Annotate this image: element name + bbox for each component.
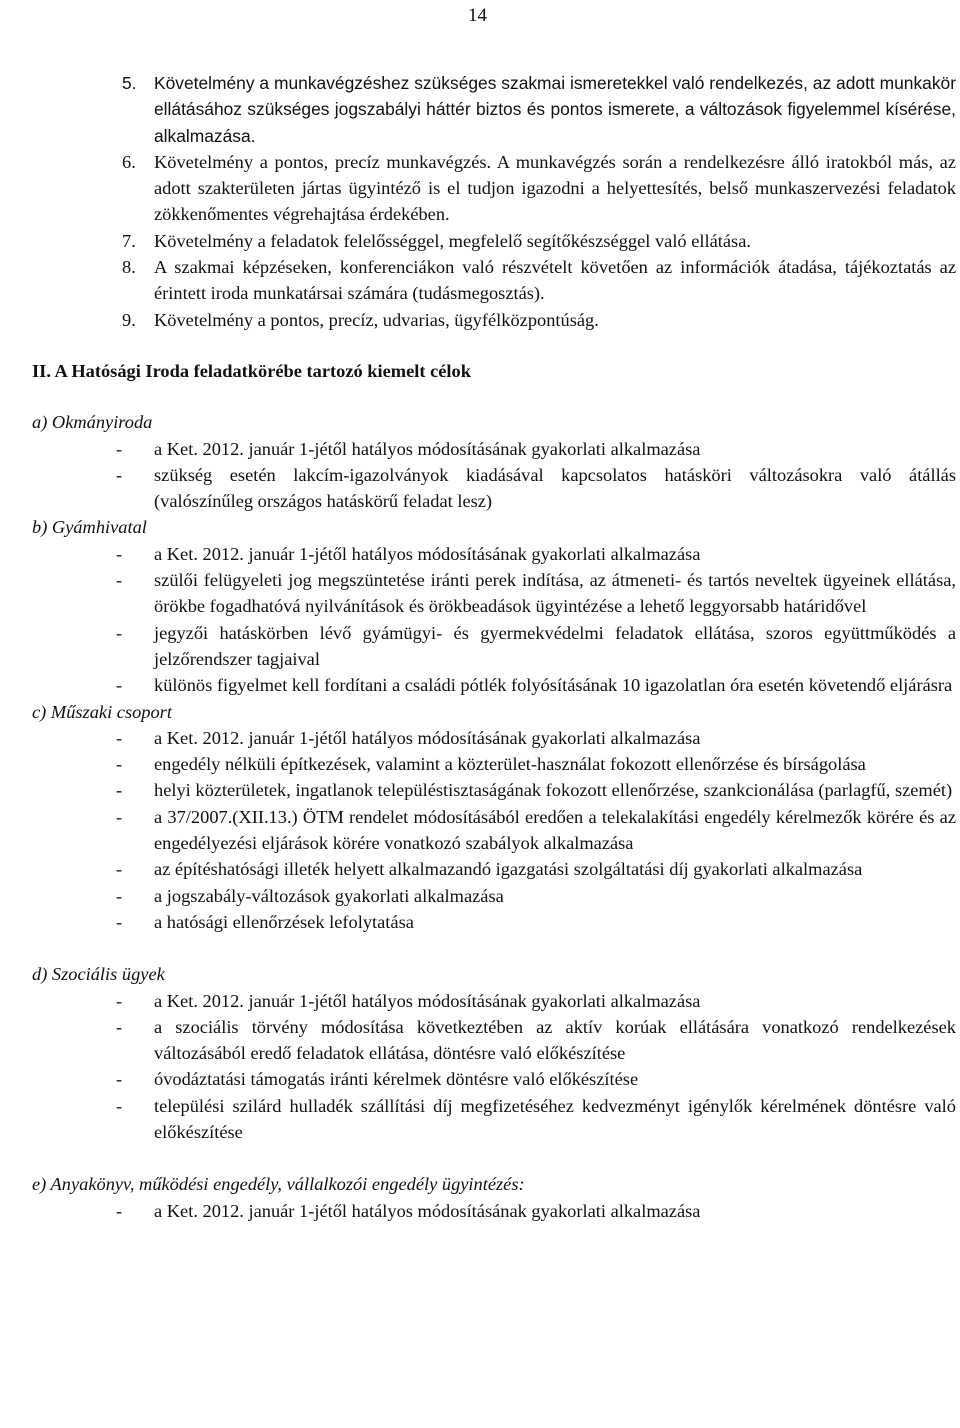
list-item-text: a hatósági ellenőrzések lefolytatása (154, 911, 414, 932)
section-heading: II. A Hatósági Iroda feladatkörébe tartozó kiemelt célok (32, 360, 471, 381)
list-dash: - (116, 1069, 123, 1090)
list-item (32, 567, 956, 620)
list-item-text: szükség esetén lakcím-igazolványok kiadásával kapcsolatos hatásköri változásokra való átállás (valószínűleg országos hatáskörű feladat lesz) (154, 464, 956, 512)
list-dash: - (116, 675, 123, 696)
list-item-text: a Ket. 2012. január 1-jétől hatályos módosításának gyakorlati alkalmazása (154, 438, 701, 459)
requirement-item (32, 228, 956, 254)
spacer (32, 1145, 956, 1171)
list-dash: - (116, 543, 123, 564)
list-item (32, 436, 956, 462)
list-dash: - (116, 622, 123, 643)
list-item (32, 462, 956, 515)
list-item (32, 909, 956, 935)
list-dash: - (116, 464, 123, 485)
list-dash: - (116, 780, 123, 801)
list-item (32, 541, 956, 567)
spacer (32, 935, 956, 961)
document-body (32, 70, 956, 1224)
list-dash: - (116, 754, 123, 775)
requirement-item (32, 149, 956, 228)
list-item (32, 751, 956, 777)
requirement-text: Követelmény a pontos, precíz munkavégzés. A munkavégzés során a rendelkezésre álló iratokból más, az adott szakterületen jártas ügyintéző is el tudjon igazodni a helyettesítés, belső munkaszervezési feladatok zökkenőmentes végrehajtása érdekében. (154, 151, 956, 225)
page-number: 14 (468, 5, 487, 26)
list-item-text: az építéshatósági illeték helyett alkalmazandó igazgatási szolgáltatási díj gyakorlati alkalmazása (154, 859, 863, 880)
subsection-title: d) Szociális ügyek (32, 964, 165, 985)
list-item-text: a Ket. 2012. január 1-jétől hatályos módosításának gyakorlati alkalmazása (154, 543, 701, 564)
list-dash: - (116, 727, 123, 748)
requirement-item (32, 307, 956, 333)
list-item-text: szülői felügyeleti jog megszüntetése iránti perek indítása, az átmeneti- és tartós neveltek ügyeinek ellátása, örökbe fogadhatóvá nyilvánítások és örökbeadások ügyintézése a lehető leggyorsabb határidővel (154, 570, 956, 617)
list-dash: - (116, 1095, 123, 1116)
list-item-text: települési szilárd hulladék szállítási díj megfizetéséhez kedvezményt igénylők kérelmének döntésre való előkészítése (154, 1095, 956, 1142)
list-item-text: a Ket. 2012. január 1-jétől hatályos módosításának gyakorlati alkalmazása (154, 727, 701, 748)
requirement-text: Követelmény a feladatok felelősséggel, megfelelő segítőkészséggel való ellátása. (154, 230, 751, 251)
requirement-text: Követelmény a pontos, precíz, udvarias, ügyfélközpontúság. (154, 309, 599, 330)
list-item-text: a Ket. 2012. január 1-jétől hatályos módosításának gyakorlati alkalmazása (154, 1200, 701, 1221)
requirement-number: 5. (122, 73, 137, 93)
requirement-number: 9. (122, 309, 136, 330)
list-item-text: engedély nélküli építkezések, valamint a közterület-használat fokozott ellenőrzése és bírságolása (154, 754, 866, 775)
list-dash: - (116, 806, 123, 827)
list-item (32, 620, 956, 673)
subsection-title: c) Műszaki csoport (32, 701, 172, 722)
list-dash: - (116, 911, 123, 932)
subsection-title: a) Okmányiroda (32, 412, 153, 433)
requirement-number: 6. (122, 151, 136, 172)
list-dash: - (116, 570, 123, 591)
list-item (32, 725, 956, 751)
list-item-text: helyi közterületek, ingatlanok településtisztaságának fokozott ellenőrzése, szankcionálása (parlagfű, szemét) (154, 780, 953, 801)
list-item-text: különös figyelmet kell fordítani a családi pótlék folyósításának 10 igazolatlan óra esetén követendő eljárásra (154, 675, 953, 696)
list-item (32, 777, 956, 803)
list-item (32, 1198, 956, 1224)
list-item (32, 1093, 956, 1146)
list-item (32, 988, 956, 1014)
list-dash: - (116, 859, 123, 880)
list-dash: - (116, 990, 123, 1011)
list-item-text: a 37/2007.(XII.13.) ÖTM rendelet módosításából eredően a telekalakítási engedély kérelmezők körére és az engedélyezési eljárások körére vonatkozó szabályok alkalmazása (154, 806, 956, 854)
list-dash: - (116, 438, 123, 459)
list-item (32, 672, 956, 698)
list-dash: - (116, 885, 123, 906)
subsection-title: e) Anyakönyv, működési engedély, vállalkozói engedély ügyintézés: (32, 1174, 525, 1195)
requirement-text: A szakmai képzéseken, konferenciákon való részvételt követően az információk átadása, tájékoztatás az érintett iroda munkatársai számára (tudásmegosztás). (154, 257, 956, 304)
requirement-item (32, 70, 956, 149)
requirement-text: Követelmény a munkavégzéshez szükséges szakmai ismeretekkel való rendelkezés, az adott munkakör ellátásához szükséges jogszabályi háttér biztos és pontos ismerete, a változások figyelemmel kísérése, alkalmazása. (154, 73, 956, 146)
list-item (32, 804, 956, 857)
list-item (32, 883, 956, 909)
requirement-item (32, 254, 956, 307)
list-dash: - (116, 1200, 123, 1221)
list-item (32, 856, 956, 882)
list-dash: - (116, 1016, 123, 1037)
list-item (32, 1014, 956, 1067)
list-item-text: a Ket. 2012. január 1-jétől hatályos módosításának gyakorlati alkalmazása (154, 990, 701, 1011)
list-item-text: jegyzői hatáskörben lévő gyámügyi- és gyermekvédelmi feladatok ellátása, szoros együttműködés a jelzőrendszer tagjaival (154, 622, 956, 669)
list-item-text: óvodáztatási támogatás iránti kérelmek döntésre való előkészítése (154, 1069, 639, 1090)
list-item (32, 1066, 956, 1092)
subsection-title: b) Gyámhivatal (32, 517, 147, 538)
requirement-number: 7. (122, 230, 136, 251)
list-item-text: a szociális törvény módosítása következtében az aktív korúak ellátására vonatkozó rendelkezések változásából eredő feladatok ellátása, döntésre való előkészítése (154, 1016, 956, 1064)
requirement-number: 8. (122, 257, 136, 278)
list-item-text: a jogszabály-változások gyakorlati alkalmazása (154, 885, 504, 906)
